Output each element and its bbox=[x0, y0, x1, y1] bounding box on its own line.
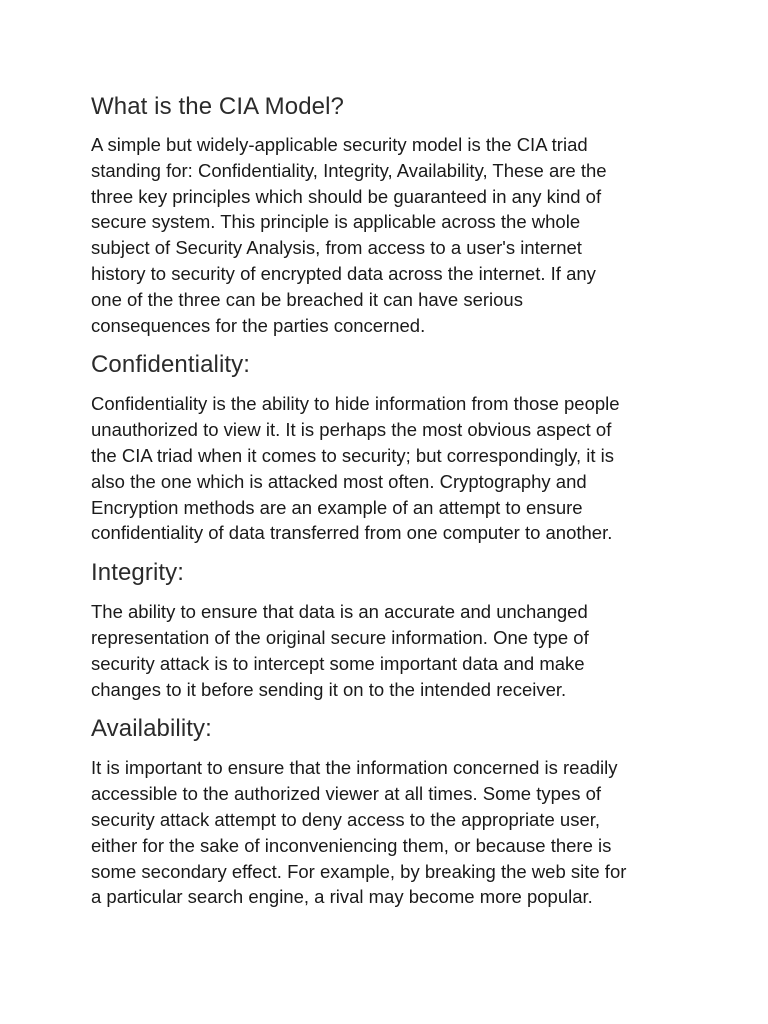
page-title: What is the CIA Model? bbox=[91, 93, 344, 120]
section-body-availability: It is important to ensure that the information concerned is readily accessible to the authorized viewer at all times. Some types of security attack attempt to deny access to the appropriate user, either for the sake of inconveniencing them, or because there is some secondary effect. For example, by breaking the web site for a particular search engine, a rival may become more popular. bbox=[91, 757, 627, 908]
intro-paragraph: A simple but widely-applicable security model is the CIA triad standing for: Confidentiality, Integrity, Availability, These are the three key principles which should be guaranteed in any kind of secure system. This principle is applicable across the whole subject of Security Analysis, from access to a user's internet history to security of encrypted data across the internet. If any one of the three can be breached it can have serious consequences for the parties concerned. bbox=[91, 134, 607, 336]
section-heading-integrity: Integrity: bbox=[91, 559, 185, 587]
document-content bbox=[91, 92, 701, 910]
section-body-integrity: The ability to ensure that data is an accurate and unchanged representation of the original secure information. One type of security attack is to intercept some important data and make changes to it before sending it on to the intended receiver. bbox=[91, 601, 589, 700]
section-heading-confidentiality: Confidentiality: bbox=[91, 351, 251, 379]
section-body-confidentiality: Confidentiality is the ability to hide information from those people unauthorized to view it. It is perhaps the most obvious aspect of the CIA triad when it comes to security; but correspondingly, it is also the one which is attacked most often. Cryptography and Encryption methods are an example of an attempt to ensure confidentiality of data transferred from one computer to another. bbox=[91, 393, 620, 544]
section-heading-availability: Availability: bbox=[91, 715, 212, 743]
